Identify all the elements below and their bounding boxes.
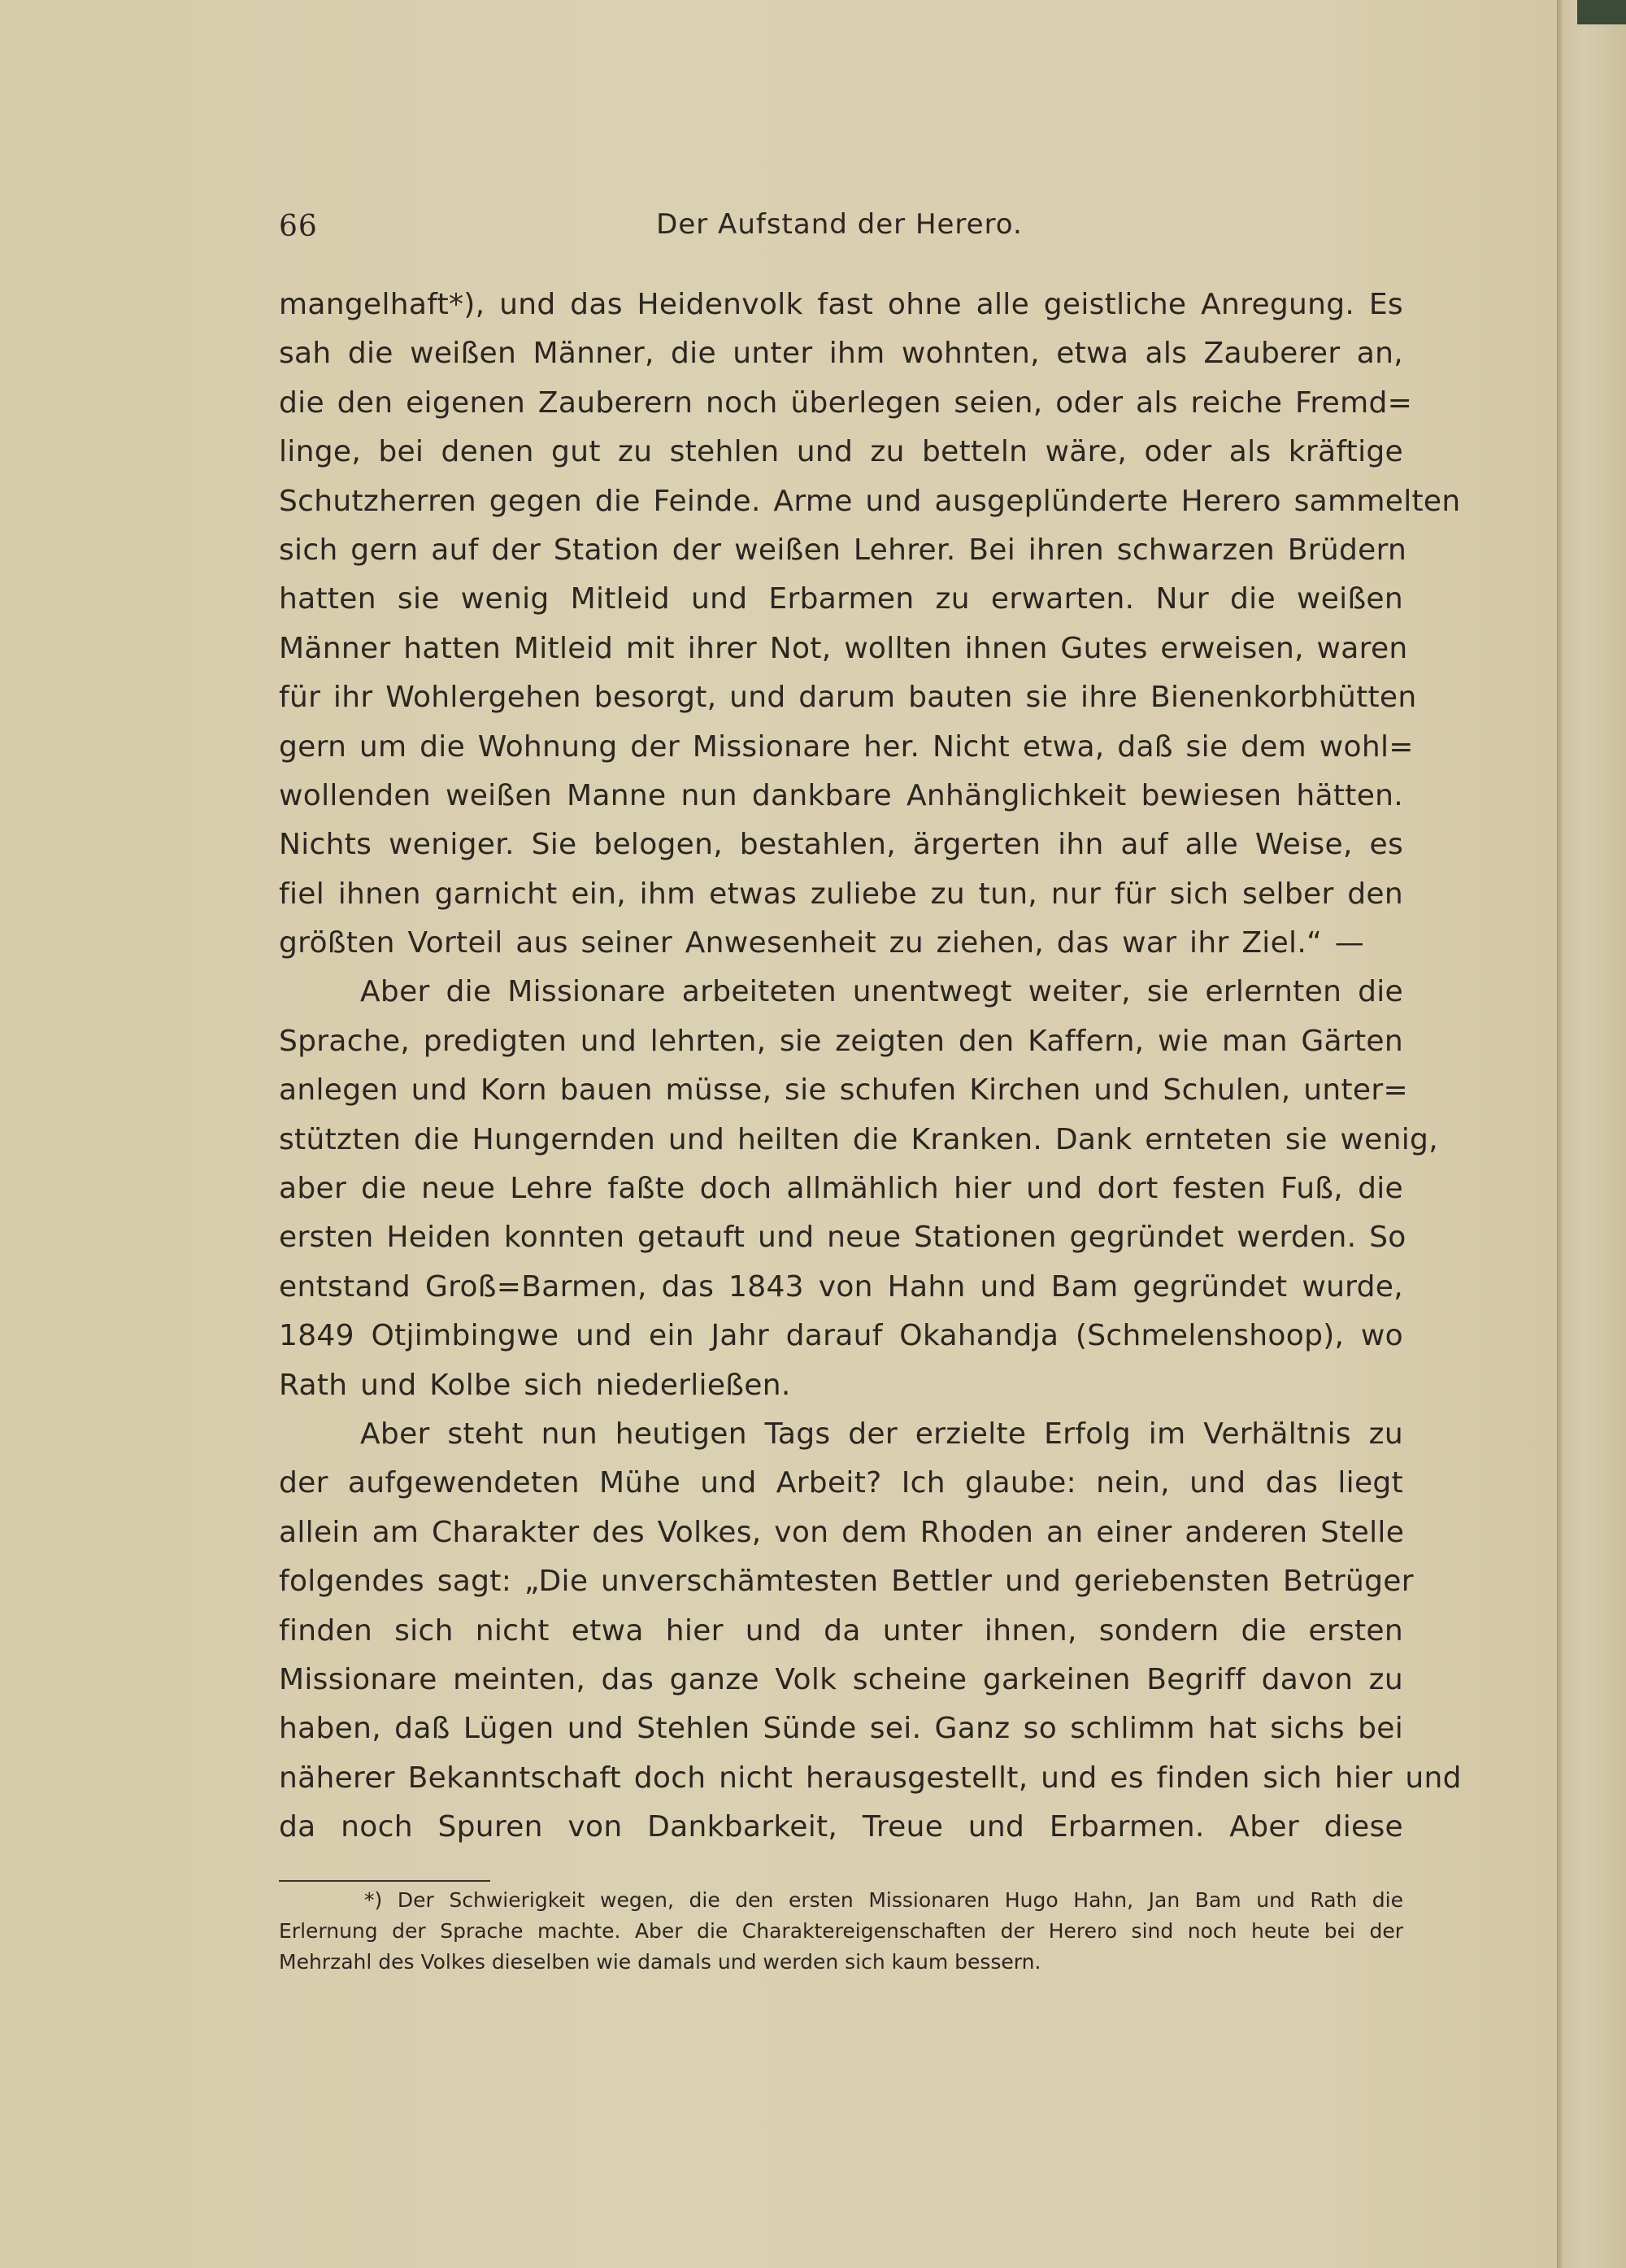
footnote-line: *) Der Schwierigkeit wegen, die den ersten Missionaren Hugo Hahn, Jan Bam und Rath die [364, 1888, 1403, 1912]
text-line: Aber die Missionare arbeiteten unentwegt weiter, sie erlernten die [360, 975, 1403, 1009]
text-line: hatten sie wenig Mitleid und Erbarmen zu erwarten. Nur die weißen [279, 582, 1403, 616]
text-line: entstand Groß=Barmen, das 1843 von Hahn und Bam gegründet wurde, [279, 1269, 1403, 1304]
text-line: aber die neue Lehre faßte doch allmählich hier und dort festen Fuß, die [279, 1172, 1403, 1206]
footnote-line: Erlernung der Sprache machte. Aber die Charaktereigenschaften der Herero sind noch heute bei der [279, 1919, 1403, 1943]
text-line: Rath und Kolbe sich niederließen. [279, 1368, 791, 1402]
text-line: 1849 Otjimbingwe und ein Jahr darauf Okahandja (Schmelenshoop), wo [279, 1319, 1403, 1353]
footnote [279, 1885, 1403, 1978]
footnote-line: Mehrzahl des Volkes dieselben wie damals und werden sich kaum bessern. [279, 1950, 1041, 1974]
text-line: der aufgewendeten Mühe und Arbeit? Ich glaube: nein, und das liegt [279, 1466, 1403, 1500]
text-line: Schutzherren gegen die Feinde. Arme und ausgeplünderte Herero sammelten [279, 484, 1461, 518]
text-line: folgendes sagt: „Die unverschämtesten Bettler und geriebensten Betrüger [279, 1565, 1414, 1599]
text-line: mangelhaft*), und das Heidenvolk fast ohne alle geistliche Anregung. Es [279, 288, 1403, 321]
text-line: stützten die Hungernden und heilten die Kranken. Dank ernteten sie wenig, [279, 1122, 1438, 1156]
text-line: die den eigenen Zauberern noch überlegen seien, oder als reiche Fremd= [279, 385, 1413, 420]
text-line: sah die weißen Männer, die unter ihm wohnten, etwa als Zauberer an, [279, 337, 1403, 371]
running-title: Der Aufstand der Herero. [656, 208, 1023, 241]
text-line: Nichts weniger. Sie belogen, bestahlen, ärgerten ihn auf alle Weise, es [279, 828, 1403, 862]
text-line: Aber steht nun heutigen Tags der erzielte Erfolg im Verhältnis zu [360, 1417, 1403, 1451]
binding-corner [1577, 0, 1626, 24]
text-line: sich gern auf der Station der weißen Lehrer. Bei ihren schwarzen Brüdern [279, 533, 1407, 567]
text-line: größten Vorteil aus seiner Anwesenheit zu ziehen, das war ihr Ziel.“ — [279, 926, 1365, 960]
text-line: allein am Charakter des Volkes, von dem Rhoden an einer anderen Stelle [279, 1515, 1405, 1549]
text-line: linge, bei denen gut zu stehlen und zu betteln wäre, oder als kräftige [279, 435, 1403, 469]
text-line: für ihr Wohlergehen besorgt, und darum bauten sie ihre Bienenkorbhütten [279, 681, 1417, 715]
text-line: ersten Heiden konnten getauft und neue Stationen gegründet werden. So [279, 1221, 1406, 1255]
text-line: gern um die Wohnung der Missionare her. Nicht etwa, daß sie dem wohl= [279, 729, 1414, 764]
text-line: Missionare meinten, das ganze Volk scheine garkeinen Begriff davon zu [279, 1662, 1403, 1696]
page-number: 66 [279, 210, 318, 243]
text-line: anlegen und Korn bauen müsse, sie schufen Kirchen und Schulen, unter= [279, 1073, 1408, 1108]
page-edge [1557, 0, 1626, 2268]
text-line: haben, daß Lügen und Stehlen Sünde sei. Ganz so schlimm hat sichs bei [279, 1712, 1403, 1746]
footnote-rule [279, 1880, 490, 1882]
text-line: da noch Spuren von Dankbarkeit, Treue und Erbarmen. Aber diese [279, 1810, 1403, 1844]
text-line: näherer Bekanntschaft doch nicht herausgestellt, und es finden sich hier und [279, 1761, 1462, 1795]
text-line: wollenden weißen Manne nun dankbare Anhänglichkeit bewiesen hätten. [279, 778, 1403, 812]
body-text [279, 281, 1462, 1852]
text-line: finden sich nicht etwa hier und da unter ihnen, sondern die ersten [279, 1613, 1403, 1648]
text-line: Männer hatten Mitleid mit ihrer Not, wollten ihnen Gutes erweisen, waren [279, 631, 1408, 665]
text-line: fiel ihnen garnicht ein, ihm etwas zuliebe zu tun, nur für sich selber den [279, 877, 1403, 911]
text-line: Sprache, predigten und lehrten, sie zeigten den Kaffern, wie man Gärten [279, 1024, 1403, 1058]
